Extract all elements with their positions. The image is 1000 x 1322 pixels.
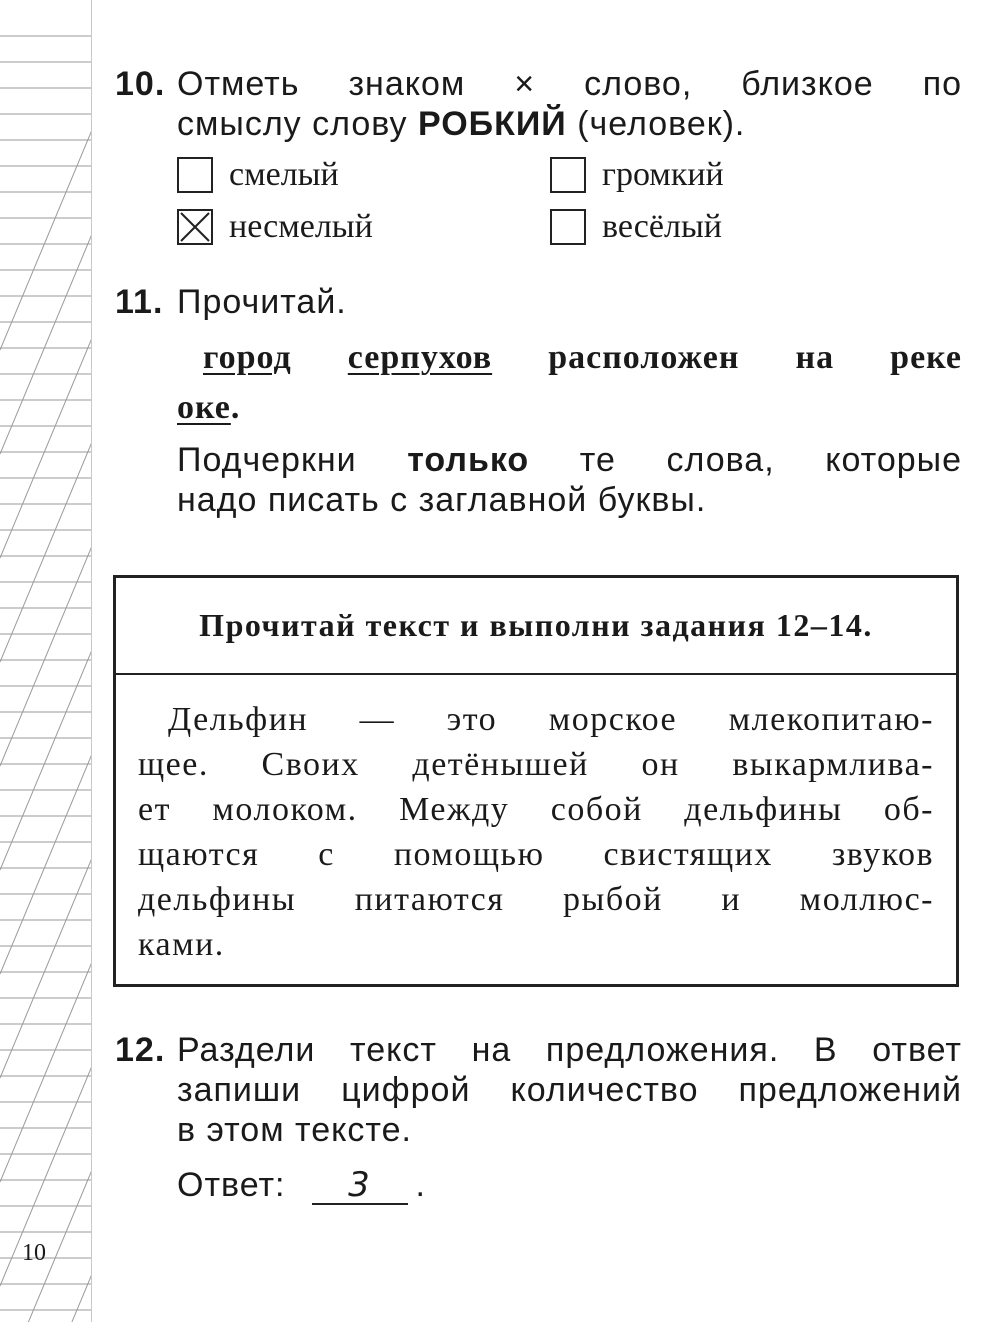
underlined-word: серпухов — [347, 339, 493, 376]
margin-slant — [0, 234, 92, 454]
emphasis: только — [407, 441, 530, 479]
passage-line: Дельфин — это морское млекопитаю- — [168, 701, 934, 738]
margin-slant — [0, 130, 92, 350]
option-label: несмелый — [229, 208, 373, 245]
option-label: громкий — [602, 156, 724, 193]
text: Подчеркни — [177, 441, 357, 479]
text: надо писать с заглавной буквы. — [177, 481, 707, 519]
option-smelyi[interactable] — [177, 156, 339, 194]
task-number: 10. — [115, 65, 166, 103]
margin-slant — [0, 338, 92, 558]
word: знаком — [348, 65, 466, 103]
task-10-line-2 — [177, 104, 962, 144]
reading-passage — [116, 675, 956, 967]
word: близкое — [741, 65, 874, 103]
word: реке — [890, 339, 963, 376]
word: расположен — [548, 339, 740, 376]
text-box-heading: Прочитай текст и выполни задания 12–14. — [116, 578, 956, 675]
margin-edge — [91, 0, 92, 1322]
margin-slant — [0, 962, 92, 1182]
task-10-line-1 — [177, 64, 962, 104]
task-line: в этом тексте. — [177, 1111, 412, 1149]
cross-mark: × — [514, 65, 536, 103]
task-line: запиши цифрой количество предложений — [177, 1071, 962, 1109]
task-number: 11. — [115, 283, 164, 321]
margin-ruling — [0, 0, 92, 1322]
task-10 — [115, 64, 962, 144]
task-11 — [115, 282, 962, 322]
word: на — [795, 339, 835, 376]
margin-slant — [0, 754, 92, 974]
passage-line: щаются с помощью свистящих звуков — [138, 836, 934, 873]
task-prompt: Прочитай. — [177, 283, 347, 321]
punctuation: . — [415, 1166, 426, 1204]
word: по — [922, 65, 963, 103]
passage-line: щее. Своих детёнышей он выкармлива- — [138, 746, 934, 783]
margin-slant — [0, 442, 92, 662]
task-12 — [115, 1030, 962, 1150]
word: слово, — [584, 65, 693, 103]
passage-line: ет молоком. Между собой дельфины об- — [138, 791, 934, 828]
cross-check-icon — [179, 211, 211, 243]
checkbox[interactable] — [550, 209, 586, 245]
handwritten-answer: 3 — [348, 1165, 371, 1205]
margin-slant — [0, 1066, 92, 1286]
task-line: Раздели текст на предложения. В ответ — [177, 1031, 962, 1069]
option-veselyi[interactable] — [550, 208, 722, 246]
punctuation: . — [230, 389, 241, 426]
option-gromkii[interactable] — [550, 156, 724, 194]
word: Отметь — [177, 65, 300, 103]
checkbox-checked[interactable] — [177, 209, 213, 245]
checkbox[interactable] — [177, 157, 213, 193]
text: (человек). — [577, 105, 746, 143]
passage-line: ками. — [138, 926, 225, 963]
text: те слова, которые — [579, 441, 962, 479]
passage-line: дельфины питаются рыбой и моллюс- — [138, 881, 934, 918]
task-10-options — [177, 156, 877, 256]
margin-slant — [0, 650, 92, 870]
task-11-instruction — [177, 440, 962, 520]
option-label: весёлый — [602, 208, 722, 245]
checkbox[interactable] — [550, 157, 586, 193]
underlined-word: город — [203, 339, 292, 376]
task-number: 12. — [115, 1031, 166, 1069]
reading-text-box — [113, 575, 959, 987]
underlined-word: оке — [177, 389, 231, 426]
margin-slant — [0, 546, 92, 766]
option-label: смелый — [229, 156, 339, 193]
option-nesmelyi[interactable] — [177, 208, 373, 246]
key-word: РОБКИЙ — [418, 105, 567, 143]
answer-field[interactable] — [312, 1167, 408, 1205]
task-11-sentence — [177, 333, 962, 433]
margin-slant — [0, 1170, 92, 1322]
text: смыслу слову — [177, 105, 408, 143]
answer-row — [177, 1165, 426, 1205]
page-number: 10 — [22, 1240, 46, 1266]
answer-label: Ответ: — [177, 1166, 286, 1204]
margin-slant — [0, 858, 92, 1078]
